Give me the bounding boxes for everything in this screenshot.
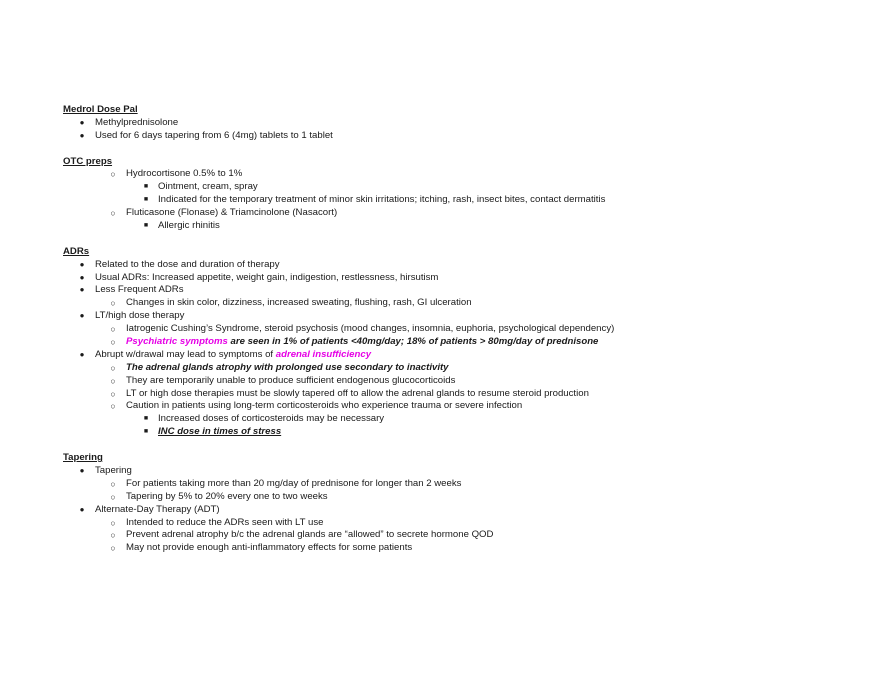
disc-bullet-icon: ●: [79, 349, 85, 359]
disc-bullet-icon: ●: [79, 117, 85, 127]
list-item: [63, 336, 843, 349]
square-bullet-icon: ■: [143, 428, 149, 436]
disc-bullet-icon: ●: [79, 259, 85, 269]
circle-bullet-icon: ○: [110, 298, 116, 309]
list-item-text: Alternate-Day Therapy (ADT): [95, 503, 220, 515]
square-bullet-icon: ■: [143, 415, 149, 423]
list-item-text: Less Frequent ADRs: [95, 284, 184, 296]
adrenal-insufficiency-highlight: adrenal insufficiency: [275, 348, 372, 360]
list-item-text: Used for 6 days tapering from 6 (4mg) tablets to 1 tablet: [95, 129, 333, 141]
circle-bullet-icon: ○: [110, 517, 116, 528]
heading-tapering: Tapering: [63, 452, 103, 464]
list-item-text: INC dose in times of stress: [158, 426, 282, 438]
list-item: [63, 297, 843, 310]
list-item: [63, 465, 843, 478]
list-item: [63, 400, 843, 413]
list-item: [63, 117, 843, 130]
list-item-text: Ointment, cream, spray: [158, 181, 258, 193]
list-item: [63, 284, 843, 297]
list-item-text: are seen in 1% of patients <40mg/day; 18% of patients > 80mg/day of prednisone: [227, 336, 599, 348]
list-item: [63, 491, 843, 504]
circle-bullet-icon: ○: [110, 324, 116, 335]
circle-bullet-icon: ○: [110, 388, 116, 399]
list-item: [63, 310, 843, 323]
list-item-text: Intended to reduce the ADRs seen with LT use: [126, 516, 324, 528]
list-item: [63, 542, 843, 555]
circle-bullet-icon: ○: [110, 337, 116, 348]
disc-bullet-icon: ●: [79, 272, 85, 282]
list-item-text: Related to the dose and duration of therapy: [95, 258, 280, 270]
circle-bullet-icon: ○: [110, 362, 116, 373]
circle-bullet-icon: ○: [110, 491, 116, 502]
circle-bullet-icon: ○: [110, 530, 116, 541]
list-item-text: The adrenal glands atrophy with prolonged use secondary to inactivity: [126, 361, 449, 373]
circle-bullet-icon: ○: [110, 375, 116, 386]
disc-bullet-icon: ●: [79, 311, 85, 321]
circle-bullet-icon: ○: [110, 169, 116, 180]
circle-bullet-icon: ○: [110, 208, 116, 219]
list-item: [63, 130, 843, 143]
list-item: [63, 181, 843, 194]
list-item: [63, 426, 843, 439]
list-item-text: For patients taking more than 20 mg/day of prednisone for longer than 2 weeks: [126, 477, 462, 489]
list-item: [63, 362, 843, 375]
list-item: [63, 207, 843, 220]
list-item-text: LT or high dose therapies must be slowly tapered off to allow the adrenal glands to resume steroid production: [126, 387, 589, 399]
list-item-text: May not provide enough anti-inflammatory effects for some patients: [126, 542, 413, 554]
list-item-text: Tapering: [95, 464, 132, 476]
square-bullet-icon: ■: [143, 222, 149, 230]
list-item: [63, 529, 843, 542]
disc-bullet-icon: ●: [79, 504, 85, 514]
list-item-text: Changes in skin color, dizziness, increased sweating, flushing, rash, GI ulceration: [126, 297, 472, 309]
circle-bullet-icon: ○: [110, 401, 116, 412]
list-item-text: Methylprednisolone: [95, 116, 179, 128]
square-bullet-icon: ■: [143, 183, 149, 191]
list-item-text: Fluticasone (Flonase) & Triamcinolone (Nasacort): [126, 207, 338, 219]
list-item-text: Allergic rhinitis: [158, 220, 220, 232]
list-item-text: Prevent adrenal atrophy b/c the adrenal glands are “allowed” to secrete hormone QOD: [126, 529, 494, 541]
list-item: [63, 375, 843, 388]
list-item-text: Increased doses of corticosteroids may be necessary: [158, 413, 385, 425]
disc-bullet-icon: ●: [79, 130, 85, 140]
list-item-text: Caution in patients using long-term corticosteroids who experience trauma or severe infection: [126, 400, 523, 412]
list-item: [63, 504, 843, 517]
list-item: [63, 168, 843, 181]
heading-medrol: Medrol Dose Pal: [63, 104, 138, 115]
list-item: [63, 517, 843, 530]
list-item: [63, 259, 843, 272]
list-item: [63, 349, 843, 362]
list-item: [63, 272, 843, 285]
list-item-text: Indicated for the temporary treatment of minor skin irritations; itching, rash, insect bites, contact dermatitis: [158, 194, 606, 206]
list-item-text: They are temporarily unable to produce sufficient endogenous glucocorticoids: [126, 374, 456, 386]
square-bullet-icon: ■: [143, 196, 149, 204]
list-item: [63, 388, 843, 401]
list-item-text: Tapering by 5% to 20% every one to two weeks: [126, 490, 328, 502]
list-item: [63, 194, 843, 207]
list-item-text: Hydrocortisone 0.5% to 1%: [126, 168, 243, 180]
list-item: [63, 323, 843, 336]
circle-bullet-icon: ○: [110, 478, 116, 489]
list-item-text: LT/high dose therapy: [95, 310, 185, 322]
document-body: [63, 104, 843, 555]
list-item: [63, 413, 843, 426]
list-item-text: Usual ADRs: Increased appetite, weight gain, indigestion, restlessness, hirsutism: [95, 271, 439, 283]
heading-adrs: ADRs: [63, 245, 90, 257]
disc-bullet-icon: ●: [79, 285, 85, 295]
list-item: [63, 220, 843, 233]
list-item-text: Abrupt w/drawal may lead to symptoms of: [95, 348, 276, 360]
psychiatric-highlight: Psychiatric symptoms: [126, 336, 228, 348]
list-item-text: Iatrogenic Cushing’s Syndrome, steroid psychosis (mood changes, insomnia, euphoria, psychological dependency): [126, 323, 615, 335]
list-item: [63, 478, 843, 491]
disc-bullet-icon: ●: [79, 465, 85, 475]
circle-bullet-icon: ○: [110, 543, 116, 554]
heading-otc: OTC preps: [63, 155, 113, 167]
